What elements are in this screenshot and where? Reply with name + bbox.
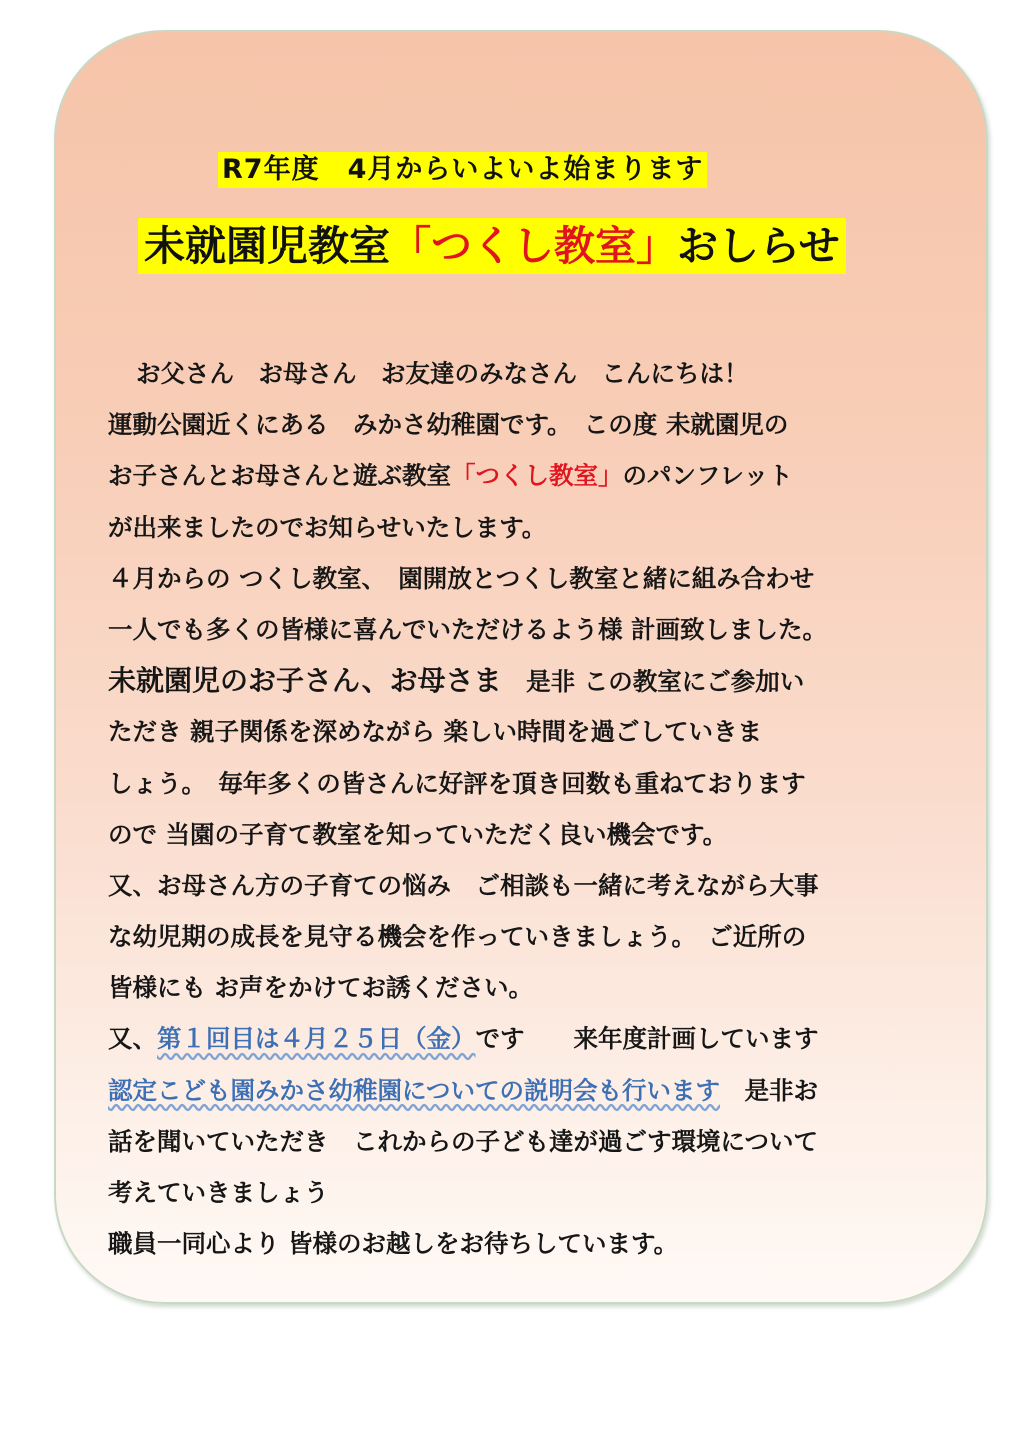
body-line: [108, 1065, 923, 1116]
body-text-segment: お子さんとお母さんと遊ぶ教室: [108, 461, 451, 491]
page-title: [138, 218, 846, 274]
body-line: 一人でも多くの皆様に喜んでいただけるよう様 計画致しました。: [108, 614, 828, 644]
body-line: [108, 1013, 923, 1064]
body-line: な幼児期の成長を見守る機会を作っていきましょう。 ご近所の: [108, 922, 807, 952]
body-line: 考えていきましょう: [108, 1178, 329, 1207]
body-line: 又、お母さん方の子育ての悩み ご相談も一緒に考えながら大事: [108, 870, 819, 900]
closing-line: 職員一同心より 皆様のお越しをお待ちしています。: [108, 1229, 679, 1259]
body-line: 運動公園近くにある みかさ幼稚園です。 この度 未就園児の: [108, 410, 789, 440]
body-line: しょう。 毎年多くの皆さんに好評を頂き回数も重ねております: [108, 768, 806, 798]
headline: R7年度 4月からいよいよ始まります: [218, 152, 707, 188]
target-audience-emphasis: 未就園児のお子さん、お母さま: [108, 664, 502, 698]
body-text-segment: です 来年度計画しています: [475, 1024, 819, 1054]
class-name-highlight: 「つくし教室」: [451, 461, 623, 491]
body-line: [108, 450, 923, 501]
greeting-line: お父さん お母さん お友達のみなさん こんにちは！: [136, 359, 749, 388]
first-session-date: 第１回目は４月２５日（金）: [157, 1024, 476, 1054]
body-line: が出来ましたのでお知らせいたします。: [108, 512, 547, 542]
body-text-segment: 是非お: [720, 1075, 819, 1105]
info-session-highlight: 認定こども園みかさ幼稚園についての説明会も行います: [108, 1075, 721, 1105]
body-line: 話を聞いていただき これからの子ども達が過ごす環境について: [108, 1126, 819, 1156]
body-line: [108, 655, 923, 706]
body-text-segment: のパンフレット: [622, 461, 793, 491]
title-suffix: おしらせ: [677, 222, 840, 270]
body-text-segment: 又、: [108, 1024, 157, 1054]
body-line: ので 当園の子育て教室を知っていただく良い機会です。: [108, 819, 728, 849]
body-line: 皆様にも お声をかけてお誘ください。: [108, 973, 534, 1003]
body-line: ただき 親子関係を深めながら 楽しい時間を過ごしていきま: [108, 717, 763, 747]
body-text: [108, 348, 923, 1269]
title-prefix: 未就園児教室: [144, 222, 390, 270]
title-highlight: 「つくし教室」: [390, 222, 677, 270]
body-text-segment: 是非 この教室にご参加い: [501, 667, 805, 697]
body-line: ４月からの つくし教室、 園開放とつくし教室と緒に組み合わせ: [108, 563, 815, 593]
